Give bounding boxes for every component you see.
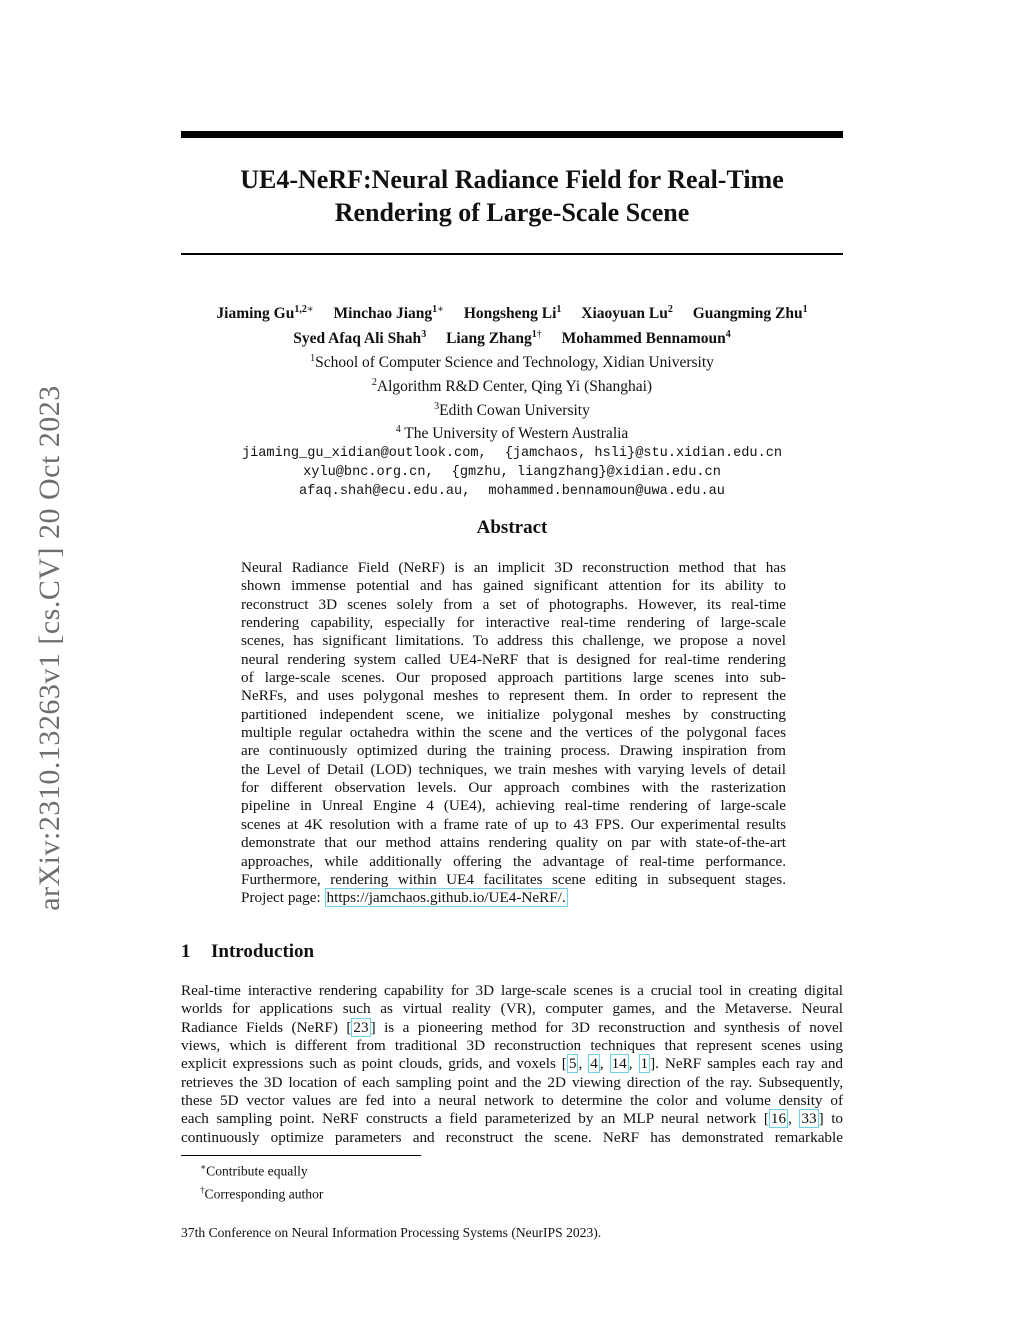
author: Guangming Zhu$^1$ xyxy=(692,304,808,323)
intro-text: explicit expressions such as point clouds, grids, and voxels [ xyxy=(181,1055,567,1073)
abstract-line: are continuously optimized during the training process. Drawing inspiration from xyxy=(241,742,786,760)
affiliation: $^1$School of Computer Science and Technology, Xidian University xyxy=(310,353,714,372)
email: afaq.shah@ecu.edu.au, xyxy=(299,483,471,499)
abstract-line: scenes at 4K resolution with a frame rate of up to 43 FPS. Our experimental results xyxy=(241,815,786,833)
citation-link[interactable]: 33 xyxy=(801,1110,817,1128)
email-line-3 xyxy=(181,482,843,501)
author: Syed Afaq Ali Shah$^3$ xyxy=(293,329,427,348)
author: Xiaoyuan Lu$^2$ xyxy=(581,304,673,323)
project-page-link[interactable]: https://jamchaos.github.io/UE4-NeRF/. xyxy=(326,889,566,907)
affiliation: $^4$ The University of Western Australia xyxy=(395,424,629,443)
intro-line xyxy=(181,1055,843,1073)
intro-text: ] to xyxy=(818,1110,844,1128)
abstract-line: multiple regular octahedra within the scene and the vertices of the polygonal faces xyxy=(241,724,786,742)
intro-text: retrieves the 3D location of each sampling point and the 2D viewing direction of the ray. Subsequently, xyxy=(181,1073,843,1091)
intro-line xyxy=(181,1129,843,1147)
intro-text: worlds for applications such as virtual reality (VR), computer games, and the Metaverse. Neural xyxy=(181,1000,843,1018)
abstract-line: Furthermore, rendering within UE4 facilitates scene editing in subsequent stages. xyxy=(241,870,786,888)
project-page-line xyxy=(241,889,786,907)
footnote: ∗Contribute equally xyxy=(200,1162,308,1179)
intro-text: Real-time interactive rendering capability for 3D large-scale scenes is a crucial tool in creating digital xyxy=(181,982,843,999)
intro-line xyxy=(181,1092,843,1110)
abstract-line: shown immense potential and has gained significant attention for its ability to xyxy=(241,577,786,595)
abstract-line: approaches, while additionally offering the advantage of real-time performance. xyxy=(241,852,786,870)
email-line-1 xyxy=(181,444,843,463)
introduction-body xyxy=(181,982,843,1147)
intro-line xyxy=(181,1037,843,1055)
citation-link[interactable]: 23 xyxy=(353,1018,369,1036)
abstract-line: the Level of Detail (LOD) techniques, we train meshes with varying levels of detail xyxy=(241,760,786,778)
abstract-line: demonstrate that our method attains rendering quality on par with state-of-the-art xyxy=(241,834,786,852)
author-line-2 xyxy=(181,324,843,349)
abstract-line: rendering capability, especially for interactive real-time rendering of large-scale xyxy=(241,614,786,632)
abstract-line: scenes, has significant limitations. To address this challenge, we propose a novel xyxy=(241,632,786,650)
abstract-line: NeRFs, and uses polygonal meshes to represent them. In order to represent the xyxy=(241,687,786,705)
footnote-rule xyxy=(181,1155,421,1156)
intro-text: continuously optimize parameters and reconstruct the scene. NeRF has demonstrated remarkable xyxy=(181,1128,843,1146)
title-top-rule xyxy=(181,131,843,138)
email: jiaming_gu_xidian@outlook.com, xyxy=(241,445,487,461)
author: Mohammed Bennamoun$^4$ xyxy=(561,329,731,348)
intro-text: ] is a pioneering method for 3D reconstruction and synthesis of novel xyxy=(370,1018,843,1036)
intro-text: these 5D vector values are fed into a neural network to determine the color and volume density of xyxy=(181,1092,843,1110)
citation-link[interactable]: 1 xyxy=(640,1055,649,1073)
affiliation: $^2$Algorithm R&D Center, Qing Yi (Shanghai) xyxy=(371,376,653,396)
citation-link[interactable]: 5 xyxy=(568,1055,577,1073)
abstract-heading: Abstract xyxy=(476,517,548,538)
author: Hongsheng Li$^1$ xyxy=(463,304,562,323)
project-page-label: Project page: xyxy=(241,889,325,907)
email: {jamchaos, hsli}@stu.xidian.edu.cn xyxy=(504,445,783,461)
arxiv-identifier: arXiv:2310.13263v1 [cs.CV] 20 Oct 2023 xyxy=(33,385,66,911)
title-line-2: Rendering of Large-Scale Scene xyxy=(334,198,690,227)
intro-text: , xyxy=(599,1055,610,1073)
abstract-line: of large-scale scenes. Our proposed approach partitions large scenes into sub- xyxy=(241,669,786,687)
author: Jiaming $Gu^{1,2∗}$ xyxy=(216,304,314,323)
affiliation: $^3$Edith Cowan University xyxy=(434,400,590,419)
abstract-line: pipeline in Unreal Engine 4 (UE4), achieving real-time rendering of large-scale xyxy=(241,797,786,815)
abstract-line: neural rendering system called UE4-NeRF that is designed for real-time rendering xyxy=(241,650,786,668)
intro-line xyxy=(181,982,843,1000)
title-bottom-rule xyxy=(181,253,843,255)
footnotes xyxy=(200,1158,323,1203)
author-line-1 xyxy=(181,299,843,324)
abstract-line: for different observation levels. Our approach combines with the rasterization xyxy=(241,779,786,797)
intro-text: each sampling point. NeRF constructs a field parameterized by an MLP neural network [ xyxy=(181,1110,769,1128)
author: Minchao Jiang$^{1∗}$ xyxy=(333,304,444,323)
section-heading xyxy=(181,941,314,963)
email: xylu@bnc.org.cn, xyxy=(303,464,434,480)
abstract-body xyxy=(241,559,786,908)
intro-line xyxy=(181,1000,843,1018)
citation-link[interactable]: 16 xyxy=(770,1110,787,1128)
abstract-line: reconstruct 3D scenes solely from a set of photographs. However, its real-time xyxy=(241,595,786,613)
intro-line xyxy=(181,1074,843,1092)
title-line-1: UE4-NeRF:Neural Radiance Field for Real-Time xyxy=(240,165,784,194)
citation-link[interactable]: 4 xyxy=(590,1055,598,1073)
section-title: Introduction xyxy=(211,941,315,962)
venue-footer: 37th Conference on Neural Information Processing Systems (NeurIPS 2023). xyxy=(181,1225,602,1240)
intro-line xyxy=(181,1110,843,1128)
email-line-2 xyxy=(181,463,843,482)
paper-title xyxy=(181,163,843,229)
email: mohammed.bennamoun@uwa.edu.au xyxy=(488,483,725,499)
intro-text: , xyxy=(788,1110,800,1128)
intro-line xyxy=(181,1019,843,1037)
citation-link[interactable]: 14 xyxy=(611,1055,627,1073)
section-number: 1 xyxy=(181,941,191,962)
email: {gmzhu, liangzhang}@xidian.edu.cn xyxy=(451,464,721,480)
intro-text: ]. NeRF samples each ray and xyxy=(650,1055,844,1073)
abstract-line: Neural Radiance Field (NeRF) is an implicit 3D reconstruction method that has xyxy=(241,559,786,576)
abstract-line: partitioned independent scene, we initialize polygonal meshes by constructing xyxy=(241,705,786,723)
author: Liang Zhang$^{1\dagger}$ xyxy=(446,329,542,348)
footnote: †Corresponding author xyxy=(200,1184,324,1202)
author-block xyxy=(181,299,843,501)
intro-text: views, which is different from traditional 3D reconstruction techniques that represent scenes using xyxy=(181,1037,843,1055)
intro-text: , xyxy=(578,1055,589,1073)
intro-text: , xyxy=(628,1055,639,1073)
intro-text: Radiance Fields (NeRF) [ xyxy=(181,1018,352,1036)
